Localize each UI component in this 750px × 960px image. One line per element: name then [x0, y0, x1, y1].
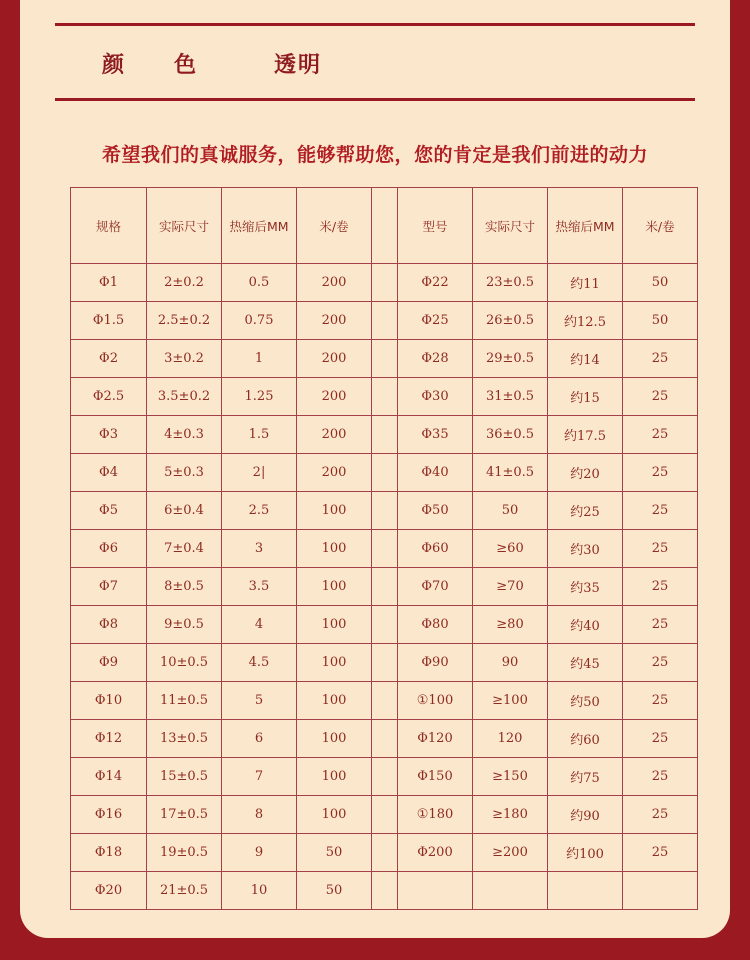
table-cell: 50	[297, 872, 372, 910]
table-cell: 23±0.5	[473, 264, 548, 302]
table-cell: 9	[222, 834, 297, 872]
table-row	[71, 606, 698, 644]
table-cell: 1.5	[222, 416, 297, 454]
table-cell: 2±0.2	[147, 264, 222, 302]
table-row	[71, 834, 698, 872]
table-cell: ≥60	[473, 530, 548, 568]
table-row	[71, 720, 698, 758]
table-cell: ①100	[398, 682, 473, 720]
table-cell: Φ35	[398, 416, 473, 454]
table-cell: 25	[623, 796, 698, 834]
table-cell: 4±0.3	[147, 416, 222, 454]
table-row	[71, 758, 698, 796]
table-cell: 25	[623, 530, 698, 568]
table-row	[71, 530, 698, 568]
gap-cell	[372, 340, 398, 378]
table-cell: 100	[297, 644, 372, 682]
table-cell: ≥150	[473, 758, 548, 796]
header-cell: 型号	[398, 188, 473, 264]
table-cell: 25	[623, 682, 698, 720]
table-cell: 200	[297, 454, 372, 492]
header-cell: 实际尺寸	[473, 188, 548, 264]
table-cell: 36±0.5	[473, 416, 548, 454]
table-cell: Φ6	[71, 530, 147, 568]
table-cell: Φ80	[398, 606, 473, 644]
table-cell: ≥80	[473, 606, 548, 644]
table-cell: 约50	[548, 682, 623, 720]
table-cell: 约11	[548, 264, 623, 302]
spec-panel	[20, 0, 730, 938]
table-cell: Φ1.5	[71, 302, 147, 340]
table-cell: 约45	[548, 644, 623, 682]
table-cell: 约25	[548, 492, 623, 530]
table-cell: 4	[222, 606, 297, 644]
table-cell: 21±0.5	[147, 872, 222, 910]
color-label: 颜色	[102, 53, 247, 78]
table-cell: 200	[297, 302, 372, 340]
table-cell: 19±0.5	[147, 834, 222, 872]
table-cell: 3.5±0.2	[147, 378, 222, 416]
table-cell: 100	[297, 682, 372, 720]
table-cell: 约14	[548, 340, 623, 378]
table-cell: ≥200	[473, 834, 548, 872]
table-cell: 8	[222, 796, 297, 834]
slogan: 希望我们的真诚服务，能够帮助您，您的肯定是我们前进的动力	[101, 144, 648, 166]
table-row	[71, 340, 698, 378]
table-cell: 100	[297, 492, 372, 530]
header-cell: 热缩后MM	[548, 188, 623, 264]
table-row	[71, 416, 698, 454]
table-cell: 25	[623, 492, 698, 530]
gap-cell	[372, 872, 398, 910]
table-cell: 100	[297, 796, 372, 834]
table-cell: 9±0.5	[147, 606, 222, 644]
gap-cell	[372, 188, 398, 264]
table-cell: Φ9	[71, 644, 147, 682]
table-cell: 7	[222, 758, 297, 796]
table-cell: 100	[297, 758, 372, 796]
table-cell: 约30	[548, 530, 623, 568]
table-cell: Φ7	[71, 568, 147, 606]
table-cell: 50	[623, 302, 698, 340]
table-cell: ①180	[398, 796, 473, 834]
table-cell: 25	[623, 758, 698, 796]
table-cell: 50	[623, 264, 698, 302]
table-cell: 17±0.5	[147, 796, 222, 834]
table-row	[71, 568, 698, 606]
gap-cell	[372, 530, 398, 568]
table-cell: 200	[297, 416, 372, 454]
table-cell: Φ18	[71, 834, 147, 872]
table-cell	[623, 872, 698, 910]
gap-cell	[372, 606, 398, 644]
table-cell: Φ1	[71, 264, 147, 302]
table-cell: Φ150	[398, 758, 473, 796]
table-row	[71, 872, 698, 910]
table-cell: 约35	[548, 568, 623, 606]
table-cell: 1	[222, 340, 297, 378]
table-cell: 200	[297, 340, 372, 378]
table-cell: 3.5	[222, 568, 297, 606]
table-cell: Φ40	[398, 454, 473, 492]
header-top-rule	[55, 23, 695, 26]
table-cell: 约17.5	[548, 416, 623, 454]
table-cell: ≥70	[473, 568, 548, 606]
table-row	[71, 378, 698, 416]
table-cell: 200	[297, 378, 372, 416]
gap-cell	[372, 454, 398, 492]
table-cell: Φ8	[71, 606, 147, 644]
table-cell: Φ2	[71, 340, 147, 378]
table-cell: 100	[297, 568, 372, 606]
table-cell: ≥180	[473, 796, 548, 834]
table-cell: 6	[222, 720, 297, 758]
table-cell: Φ120	[398, 720, 473, 758]
table-cell: 25	[623, 568, 698, 606]
table-cell: 2.5	[222, 492, 297, 530]
table-cell: 15±0.5	[147, 758, 222, 796]
table-cell: 8±0.5	[147, 568, 222, 606]
table-cell: Φ4	[71, 454, 147, 492]
table-cell: Φ28	[398, 340, 473, 378]
table-row	[71, 682, 698, 720]
table-cell: Φ22	[398, 264, 473, 302]
table-cell: 约20	[548, 454, 623, 492]
gap-cell	[372, 720, 398, 758]
table-cell: Φ2.5	[71, 378, 147, 416]
gap-cell	[372, 796, 398, 834]
table-cell: 5	[222, 682, 297, 720]
table-row	[71, 264, 698, 302]
table-cell: Φ90	[398, 644, 473, 682]
table-cell: 约100	[548, 834, 623, 872]
table-cell: 90	[473, 644, 548, 682]
gap-cell	[372, 302, 398, 340]
table-cell: 100	[297, 606, 372, 644]
gap-cell	[372, 378, 398, 416]
table-cell: 25	[623, 644, 698, 682]
table-cell: 2|	[222, 454, 297, 492]
table-cell: 3±0.2	[147, 340, 222, 378]
table-cell	[548, 872, 623, 910]
table-cell: 50	[473, 492, 548, 530]
table-cell: Φ60	[398, 530, 473, 568]
table-cell: 25	[623, 378, 698, 416]
table-cell: 10	[222, 872, 297, 910]
table-cell: 25	[623, 340, 698, 378]
gap-cell	[372, 568, 398, 606]
table-header-row	[71, 188, 698, 264]
table-cell: 29±0.5	[473, 340, 548, 378]
table-cell: 25	[623, 606, 698, 644]
table-cell	[473, 872, 548, 910]
table-cell: 约60	[548, 720, 623, 758]
table-cell: 0.5	[222, 264, 297, 302]
table-cell: 1.25	[222, 378, 297, 416]
gap-cell	[372, 416, 398, 454]
table-cell: 200	[297, 264, 372, 302]
header-cell: 规格	[71, 188, 147, 264]
table-row	[71, 796, 698, 834]
table-cell: 100	[297, 530, 372, 568]
table-cell: Φ10	[71, 682, 147, 720]
spec-table	[70, 187, 698, 910]
header-cell: 米/卷	[297, 188, 372, 264]
table-cell: 7±0.4	[147, 530, 222, 568]
table-cell: 约15	[548, 378, 623, 416]
table-cell: 26±0.5	[473, 302, 548, 340]
table-cell: 25	[623, 454, 698, 492]
table-cell: Φ12	[71, 720, 147, 758]
table-cell: Φ3	[71, 416, 147, 454]
table-row	[71, 492, 698, 530]
table-cell: ≥100	[473, 682, 548, 720]
table-cell: Φ30	[398, 378, 473, 416]
table-cell: 5±0.3	[147, 454, 222, 492]
gap-cell	[372, 834, 398, 872]
table-cell: Φ16	[71, 796, 147, 834]
table-cell: Φ50	[398, 492, 473, 530]
table-cell: 50	[297, 834, 372, 872]
gap-cell	[372, 758, 398, 796]
table-cell: Φ25	[398, 302, 473, 340]
table-cell: 10±0.5	[147, 644, 222, 682]
gap-cell	[372, 264, 398, 302]
table-cell: 25	[623, 416, 698, 454]
table-cell: 25	[623, 834, 698, 872]
color-value: 透明	[274, 53, 323, 78]
gap-cell	[372, 644, 398, 682]
header-cell: 米/卷	[623, 188, 698, 264]
gap-cell	[372, 492, 398, 530]
gap-cell	[372, 682, 398, 720]
table-cell: 25	[623, 720, 698, 758]
table-cell: 2.5±0.2	[147, 302, 222, 340]
table-cell: 约40	[548, 606, 623, 644]
table-cell: Φ14	[71, 758, 147, 796]
table-cell: 11±0.5	[147, 682, 222, 720]
table-cell: Φ70	[398, 568, 473, 606]
table-cell: 4.5	[222, 644, 297, 682]
table-cell: 约75	[548, 758, 623, 796]
table-row	[71, 644, 698, 682]
header-cell: 热缩后MM	[222, 188, 297, 264]
table-cell: 约12.5	[548, 302, 623, 340]
table-cell: 0.75	[222, 302, 297, 340]
table-cell: 100	[297, 720, 372, 758]
table-cell: 41±0.5	[473, 454, 548, 492]
table-row	[71, 454, 698, 492]
header-cell: 实际尺寸	[147, 188, 222, 264]
table-row	[71, 302, 698, 340]
table-cell: 约90	[548, 796, 623, 834]
table-cell: 31±0.5	[473, 378, 548, 416]
table-cell: 6±0.4	[147, 492, 222, 530]
table-cell: Φ5	[71, 492, 147, 530]
table-cell: 3	[222, 530, 297, 568]
table-cell: 120	[473, 720, 548, 758]
table-cell: Φ20	[71, 872, 147, 910]
header-bottom-rule	[55, 98, 695, 101]
table-cell	[398, 872, 473, 910]
table-cell: Φ200	[398, 834, 473, 872]
table-cell: 13±0.5	[147, 720, 222, 758]
